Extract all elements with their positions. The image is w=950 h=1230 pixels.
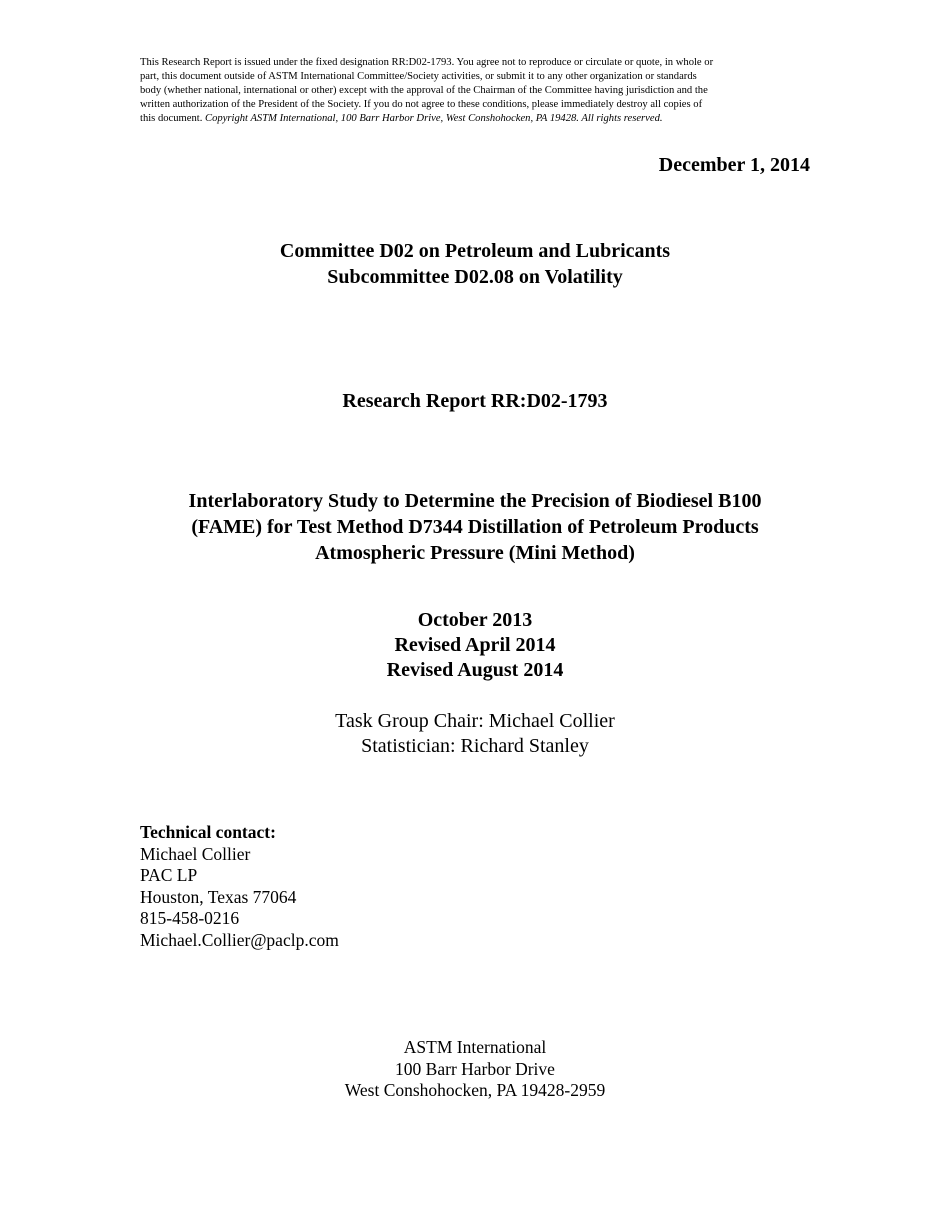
revision-date: Revised August 2014	[386, 659, 564, 681]
study-title	[0, 488, 950, 566]
astm-address	[0, 1037, 950, 1102]
disclaimer-line: written authorization of the President of the Society. If you do not agree to these conditions, please immediately destroy all copies of	[140, 99, 703, 110]
copyright-disclaimer	[140, 56, 812, 126]
disclaimer-line: part, this document outside of ASTM International Committee/Society activities, or submit it to any other organization or standards	[140, 71, 697, 82]
contact-phone: 815-458-0216	[140, 908, 240, 928]
contact-name: Michael Collier	[140, 843, 251, 864]
subcommittee-name: Subcommittee D02.08 on Volatility	[327, 266, 623, 288]
study-title-line: (FAME) for Test Method D7344 Distillation of Petroleum Products	[191, 516, 759, 538]
study-title-line: Atmospheric Pressure (Mini Method)	[315, 542, 635, 564]
disclaimer-line: body (whether national, international or other) except with the approval of the Chairman of the Committee having jurisdiction and the	[140, 85, 708, 96]
disclaimer-line	[140, 112, 812, 126]
technical-contact	[140, 822, 339, 951]
address-city: West Conshohocken, PA 19428-2959	[344, 1080, 606, 1100]
contact-email: Michael.Collier@paclp.com	[140, 929, 339, 950]
study-title-line: Interlaboratory Study to Determine the Precision of Biodiesel B100	[188, 490, 762, 512]
copyright-notice: Copyright ASTM International, 100 Barr Harbor Drive, West Conshohocken, PA 19428. All rights reserved.	[205, 113, 663, 124]
original-date: October 2013	[417, 609, 533, 631]
contact-heading: Technical contact:	[140, 822, 276, 842]
task-group-chair: Task Group Chair: Michael Collier	[335, 710, 615, 732]
disclaimer-line: This Research Report is issued under the fixed designation RR:D02-1793. You agree not to reproduce or circulate or quote, in whole or	[140, 57, 714, 68]
task-group-people	[0, 709, 950, 759]
statistician: Statistician: Richard Stanley	[361, 735, 589, 757]
report-date: December 1, 2014	[658, 154, 810, 176]
revision-date: Revised April 2014	[394, 634, 556, 656]
disclaimer-line-plain: this document.	[140, 113, 206, 124]
report-number: Research Report RR:D02-1793	[342, 390, 608, 412]
contact-company: PAC LP	[140, 865, 198, 885]
address-street: 100 Barr Harbor Drive	[395, 1058, 555, 1079]
committee-heading	[0, 238, 950, 290]
contact-city: Houston, Texas 77064	[140, 886, 297, 907]
address-org: ASTM International	[403, 1037, 547, 1057]
committee-name: Committee D02 on Petroleum and Lubricants	[279, 240, 671, 262]
revision-dates	[0, 608, 950, 683]
